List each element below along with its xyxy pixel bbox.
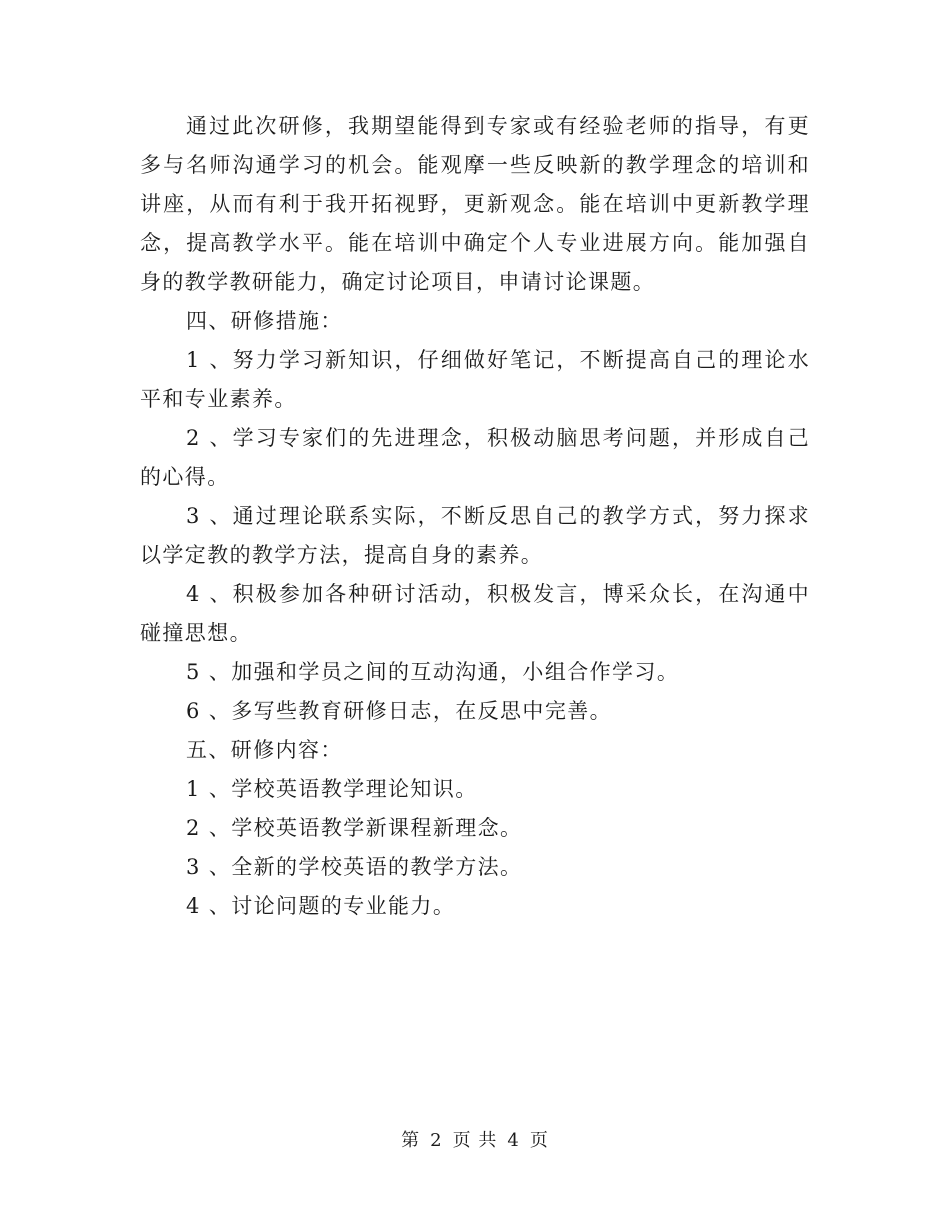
- measure-item-4: 4 、积极参加各种研讨活动，积极发言，博采众长，在沟通中碰撞思想。: [140, 582, 810, 645]
- total-pages: 4: [507, 1130, 520, 1151]
- footer-middle: 页 共: [452, 1130, 498, 1151]
- measure-item-6: 6 、多写些教育研修日志，在反思中完善。: [186, 699, 613, 723]
- content-item-2: 2 、学校英语教学新课程新理念。: [186, 816, 523, 840]
- footer-suffix: 页: [529, 1130, 549, 1151]
- page-number: 2: [430, 1130, 443, 1151]
- measure-item-2: 2 、学习专家们的先进理念，积极动脑思考问题，并形成自己的心得。: [140, 426, 810, 489]
- section-heading-content: 五、研修内容：: [186, 738, 343, 762]
- content-item-1: 1 、学校英语教学理论知识。: [186, 777, 478, 801]
- page-footer: [0, 1126, 950, 1152]
- measure-item-1: 1 、努力学习新知识，仔细做好笔记，不断提高自己的理论水平和专业素养。: [140, 348, 810, 411]
- content-item-3: 3 、全新的学校英语的教学方法。: [186, 855, 523, 879]
- measure-item-3: 3 、通过理论联系实际，不断反思自己的教学方式，努力探求以学定教的教学方法，提高自身的素养。: [140, 504, 810, 567]
- section-heading-measures: 四、研修措施：: [186, 309, 343, 333]
- content-item-4: 4 、讨论问题的专业能力。: [186, 894, 456, 918]
- paragraph-intro: 通过此次研修，我期望能得到专家或有经验老师的指导，有更多与名师沟通学习的机会。能观摩一些反映新的教学理念的培训和讲座，从而有利于我开拓视野，更新观念。能在培训中更新教学理念，提高教学水平。能在培训中确定个人专业进展方向。能加强自身的教学教研能力，确定讨论项目，申请讨论课题。: [140, 114, 810, 294]
- footer-prefix: 第: [401, 1130, 421, 1151]
- measure-item-5: 5 、加强和学员之间的互动沟通，小组合作学习。: [186, 660, 680, 684]
- document-body: [140, 107, 810, 926]
